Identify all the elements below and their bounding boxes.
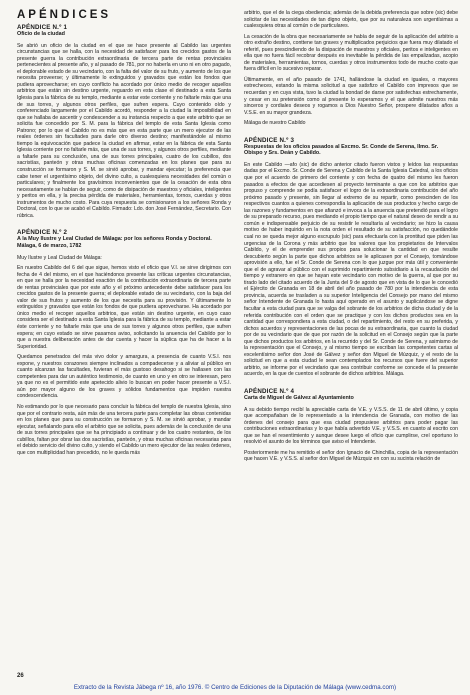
paragraph: En este Cabildo —afo (sic) de dicho anterior citado fueron vistos y leídos las respuestas dadas por el Excmo. Sr. Conde de Serena y Cabildo de la Santa Iglesia Catedral, a los oficios que por el acuerdo de primero del corriente y con fecha de quatro del mismo les fueron pasados a efectos de que accediesen al proyecto terminante a que con los arbitrios que propuso y comprende se podía satisfacer el logro de la extraordinaria contribución del año próximo pasado y presente, sin llegar al extremo de su repartir, como prescinden de los respectivos cuantos a quienes correspondía la aplicación de sus productos y hecho cargo de las razones y fundamentos en que afianzó e invoca a la anuencia que pretendió para el logro de su preparado recurso, pues mediando el propio tiempo que el natural deseo de rendir a su común e indispensable perjuicio de su resistir le resultaría al vecindario; se hizo la causa motivo de haber inquirido en la nota orden el resultado de su satisfacción, no quedándole cual no se queda mejor alguno escrupulo (sic) para efectuarla con la prontitud que piden las urgencias de la Corona y más arbitrio que los valores que los propietarios de Intervalos Cabildo, y el de emprender sus propios para solucionar la cantidad en que resulte descubierto según la parte que dichos arbitrios se le aplicasen por el Consejo, tomándose aprovisión a ello, fue el Sr. Conde de Serena con lo que juzgue por más útil y conveniente que el de agravar al público con el suprimido repartimiento subsidiario a la recaudación del tiempo y extranero en que se hayan este vecindario con motivo de la guerra, al que por su tirado lado del citado acuerdo de la Junta del 9 de agosto que en vista de lo que le concedió el Ejército de Granada en 18 de abril del año pasado de 780 por la intendencia de esta provincia, acuerda se trasladen a su superior Inteligencia del Consejo por mano del mismo señor Intendente de Granada lo hasta aquí operado en el asunto y suplicándose se digne facultar a esta ciudad para que se valga del sobrante de los arbitrios de dicha ciudad y de la referida contribución con el orden que se practique y con los dichos productos sea en la cantidad que correspondiera a esta ciudad, o del repartimiento, del resto en su preferida, y dichos acuerdos y representaciones de las pocas de su extraordinaria, que cuanto la ciudad por de su vecindario que de que por razón de la solicitud en el Consejo según que la parte que dichos productos los arbitrios, en la recurrido y del Sr. Conde de Serena, y asimismo de la representación que el Consejo, y al mismo tiempo se escriban las competentes cartas al excelentísimo señor don José de Gálvez y señor don Miguel de Múzquiz, y el resto de la solicitud en que a esta ciudad le sean contemplados los recursos que fuere del superior arbitrio, se informe por el vecindario que sea contribuir conforme se concede el la presente acuerdo, en la que de cuentos el sobrante de dichos arbitrios. Málaga. bbox=[244, 161, 458, 378]
appendix-number: APÉNDICE N.º 4 bbox=[244, 387, 295, 395]
paragraph: Posteriormente me ha remitido el señor don Ignacio de Chinchilla, copia de la representación que hacen V.E. y V.S.S. al señor don Miguel de Múzquiz en con su sucinta relación de bbox=[244, 449, 458, 463]
paragraph: A su debido tiempo recibí la apreciable carta de V.E. y V.S.S. de 11 de abril último, y copia que acompañaban de lo representado a la intendencia de Granada, con motivo de las órdenes del consejo para que esa ciudad propusiese arbitrios para poder pagar las contribuciones extraordinarias y lo que había advertido V.E. y V.S.S. en cuanto al escrito con que se han el resentimiento y aunque desee luego el oficio que cumplirse, creí oportuno lo resolvió el asunto de los términos que aviso el Intendente. bbox=[244, 406, 458, 446]
salutation: Muy Ilustre y Leal Ciudad de Málaga: bbox=[17, 254, 102, 261]
appendix-title: Oficio de la ciudad bbox=[17, 31, 65, 37]
appendix-date: Málaga, 6 de marzo, 1782 bbox=[17, 242, 82, 249]
page-title: APÉNDICES bbox=[17, 9, 112, 21]
paragraph: Se abrió un oficio de la ciudad en el que se hace presente al Cabildo las urgentes circunstancias que se halla, con la necesidad de satisfacer para los crecidos gastos de la presente guerra la contribución extraordinaria de tercera parte de rentas provinciales pertenecientes al presente año, y al pasado de 781, por no haberla en uno ni en otro pagado, el deplorable estado de su vecindario, con la falta del valor de su fruto, y aumento de los que necesita proveerse; y últimamente lo extinguidos y gravados que están los fondos que pudiera aprovecharse; en cuyo conflicto ha acordado por único medio de recoger aquellos arbitrios que están sin destino urgente, reguardo en esta clase el destinado a esta Santa Iglesia para la fábrica de su templo, mediante a estar este corriente y no faltarle más que una de sus torres, y algunos otros perfiles, que sufren espera. Cuyo contenido oído y conferenciado largamente por el Cabildo acordó, responder a la ciudad la imposibilidad en que se hallaba de ascentir y condescender a su instancia respecto a que este arbitrio que se solicita fue concedido por S. M. para la fábrica del templo de esta Santa Iglesia como Patrono; por lo que el Cabildo no es más que en esta parte que un mero ejecutor de las reales órdenes sin facultades para darle otro diverso destino; manifestándole al mismo tiempo la equivocación que padece la ciudad en afirmar, estar en la fábrica de esta Santa Iglesia corriente por no faltarle más, que una de sus torres, y algunos otros perfiles, mediante a faltarle para su conclusión, una de sus torres principales, cuatro de los cubillos, dos sacristías, panteón y otras muchas oficinas comenzadas en los planes que para su construcción se formaron y S. M. se sirvió aprobar, y mandar ejecutar; la preferencia que cabe tener el urgentísimo objeto, del divino culto, a cualesquiera necesidades del común o particulares; y finalmente los gravísimos inconvenientes que de la cesación de esta obra necesariamente se habían de seguir, como de disipación de maestros y oficiales, inteligentes y peritos en ella, y la precisa pérdida de materiales, herramientas, tornos, cuerdas y otros instrumentos de mucho costo. Para cuya respuesta se comisionaron a los señores Ronda y Doctoral, con lo que se acabó el Cabildo. Firmado: Ldo. don José Fernández, Secretario. Con rúbrica. bbox=[17, 42, 231, 219]
appendix-number: APÉNDICE N.º 1 bbox=[17, 24, 68, 31]
appendix-number: APÉNDICE N.º 2 bbox=[17, 229, 68, 237]
appendix-2-continued bbox=[244, 10, 458, 127]
appendix-3 bbox=[244, 137, 458, 378]
left-column bbox=[17, 24, 231, 456]
footer-credit-link[interactable]: Extracto de la Revista Jábega nº 16, año 1976. © Centro de Ediciones de la Diputación de Málaga (www.cedma.com) bbox=[73, 684, 397, 691]
paragraph: En nuestro Cabildo del 6 del que sigue, hemos visto el oficio que V.I. se sirve dirigirnos con fecha de 4 del mismo, en el que haciéndonos presente las críticas urgentes circunstancias, en que se halla por la necesidad exactión de la contribución extraordinaria de tercera parte de rentas provinciales que por este año y el próximo antecedente debe satisfacer para los crecidos gastos de la presente guerra; el deplorable estado de su vecindario, con la baja del valor de sus frutos y aumento de los que necesita para su provisión. Y últimamente lo extinguidos y gravados que están los fondos de que pudiera aprovecharse. Ha acordado por único medio el recoger aquellos arbitrios, que están sin destino urgente, en cuyo caso considera ser el destinado a esta Santa Iglesia para la fábrica de su templo, mediante a estar éste corriente y no faltarle más que una de sus torres y algunos otros perfiles, que sufren espera; en cuyo estado se sirve pasarnos aviso, solicitando la anuencia del Cabildo por lo que a nuestra deliberación antes de dar cuenta y hacer la súplica que ha de hacer a la Superioridad. bbox=[17, 265, 231, 350]
paragraph: La cesación de la obra que necesariamente se había de seguir de la aplicación del arbitrio a otro extraño destino, conttene tan graves y multiplicados perjuicios que fuera muy dilatado el referirl, pues prescindiendo de la disipación de maestros y oficiales, peritos e inteligentes en ella que no fuera fácil recobrar después es inevitable la pérdida de las empalizadas, acopio de materiales, herramientas, tornos, cuerdas y otros instrumentos todo de mucho costo que fuera difícil en lo sucesivo reparar. bbox=[244, 33, 458, 73]
paragraph: arbitrio, que el de la ciega obediencia; además de la debida preferencia que sobre (sic) debe solicitar de las necesidades de tan digno objeto, que por su naturaleza son urgentísimas a cualesquiera otras al común o de particulares. bbox=[244, 10, 458, 30]
appendix-4 bbox=[244, 388, 458, 463]
paragraph: Últimamente, en el año pasado de 1741, hallándose la ciudad en iguales, o mayores estrecheces, estando la misma solicitud a que satisfizo el Cabildo con impresos que se recuerdan y en cuya vista, tuvo la ciudad la bondad de darse por satisfechas estrechamente, y cesar en su pretensión como al presente lo esperamos y el que admite nuestros más sinceros y cordiales deseos y rogamos a Dios Nuestro Señor, prospere dilatados años a V.S.E. en su mayor grandeza. bbox=[244, 76, 458, 116]
appendix-title: A la Muy Ilustre y Leal Ciudad de Málaga: por los señores Ronda y Doctoral. bbox=[17, 236, 212, 243]
paragraph: Quedamos penetrados del más vivo dolor y amargura, a presencia de cuanto V.S.I. nos expone, y nuestros corazones siempre inclinados a compadecerse y a aliviar al público en cuanto alcanzan las facultades, fuvieran el más gustoso desahogo si se hallasen con las competentes para dar un auténtico testimonio, de cuanto en uno y en otro se interesan, pero ya que no es el permitido este apetecido alivio lo buscan en poder hacer presente a V.S.I. aún por mayor alguno de los graves y sólidos fundamentos que impiden nuestra condescendencia. bbox=[17, 354, 231, 400]
page-number: 26 bbox=[17, 673, 24, 679]
paragraph: No estimando por lo que necesario para concluir la fábrica del templo de nuestra Iglesia, sino que por el contrario resta, aún más de una tercera parte para completar las obras contenidas en los planes que para su construcción se formaron y S. M. se sirvió aprobar, y mandar ejecutar, señalando para ello el arbitrio que se solicita, pues además de la conclusión de una de sus torres principales que se ha principiado a continuar y de los cuatro restantes, de los cubillos, faltan por obrar las dos sacristías, panteón, y otras muchas oficinas necesarias para el debido servicio del divino culto, y siendo el Cabildo un mero ejecutor de las reales órdenes, que con multiplicidad han precedido, no le queda más bbox=[17, 404, 231, 456]
closing: Málaga de nuestro Cabildo bbox=[244, 120, 306, 127]
appendix-1 bbox=[17, 24, 231, 219]
appendix-title: Respuestas de los oficios pasados al Excmo. Sr. Conde de Serena, Ilmo. Sr. Obispo y Srs. Deán y Cabildo. bbox=[244, 143, 439, 157]
appendix-number: APÉNDICE N.º 3 bbox=[244, 136, 295, 144]
appendix-2 bbox=[17, 229, 231, 456]
right-column bbox=[244, 5, 458, 463]
appendix-title: Carta de Miguel de Gálvez al Ayuntamiento bbox=[244, 394, 354, 401]
